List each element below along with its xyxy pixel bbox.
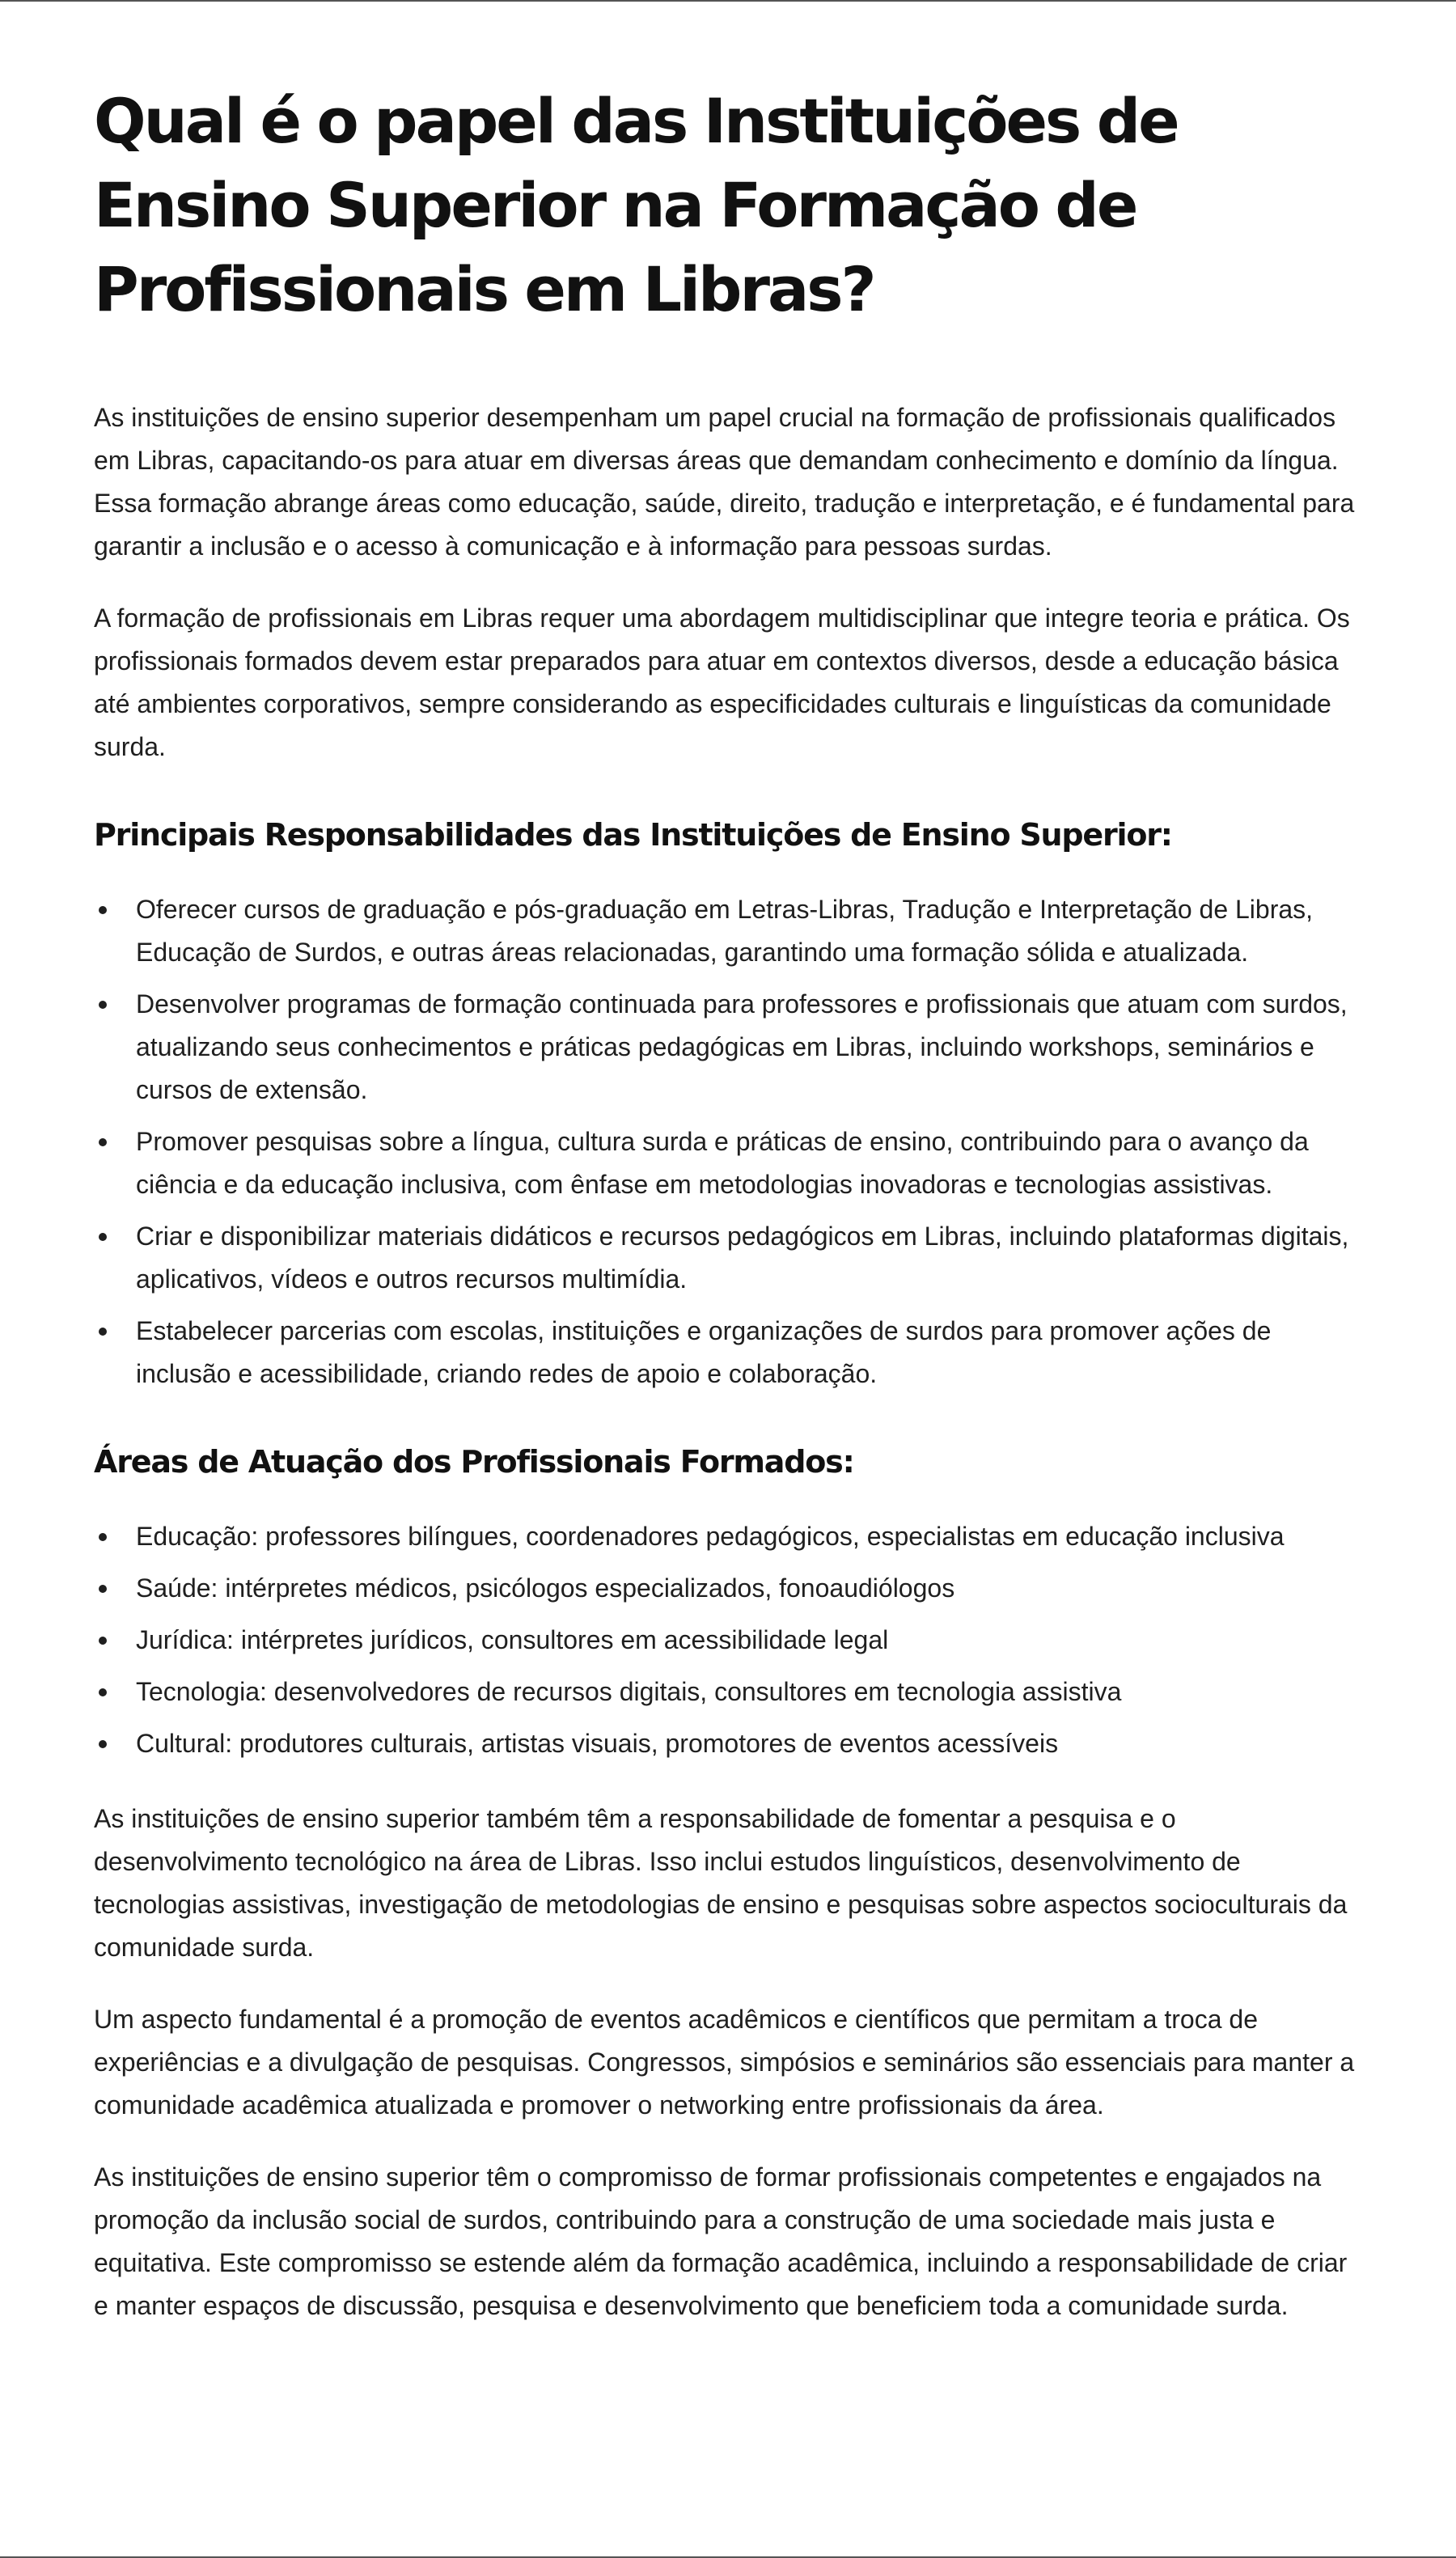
bullet-icon	[99, 1138, 107, 1146]
list-item-text: Tecnologia: desenvolvedores de recursos digitais, consultores em tecnologia assistiva	[136, 1677, 1122, 1706]
closing-paragraph-1: As instituições de ensino superior também têm a responsabilidade de fomentar a pesquisa e o desenvolvimento tecnológico na área de Libras. Isso inclui estudos linguísticos, desenvolvimento de tecnologias assistivas, investigação de metodologias de ensino e pesquisas sobre aspectos socioculturais da comunidade surda.	[94, 1804, 1348, 1962]
list-item	[94, 888, 1365, 974]
list-item-text: Saúde: intérpretes médicos, psicólogos especializados, fonoaudiólogos	[136, 1573, 955, 1603]
list-item	[94, 983, 1365, 1112]
list-item-text: Desenvolver programas de formação continuada para professores e profissionais que atuam com surdos, atualizando seus conhecimentos e práticas pedagógicas em Libras, incluindo workshops, seminários e cursos de extensão.	[136, 989, 1348, 1104]
list-item	[94, 1671, 1365, 1713]
intro-paragraph-1: As instituições de ensino superior desempenham um papel crucial na formação de profissionais qualificados em Libras, capacitando-os para atuar em diversas áreas que demandam conhecimento e domínio da língua. Essa formação abrange áreas como educação, saúde, direito, tradução e interpretação, e é fundamental para garantir a inclusão e o acesso à comunicação e à informação para pessoas surdas.	[94, 403, 1355, 561]
list-item-text: Promover pesquisas sobre a língua, cultura surda e práticas de ensino, contribuindo para o avanço da ciência e da educação inclusiva, com ênfase em metodologias inovadoras e tecnologias assistivas.	[136, 1127, 1309, 1199]
list-item-text: Criar e disponibilizar materiais didáticos e recursos pedagógicos em Libras, incluindo plataformas digitais, aplicativos, vídeos e outros recursos multimídia.	[136, 1222, 1349, 1294]
closing-paragraph-3: As instituições de ensino superior têm o compromisso de formar profissionais competentes e engajados na promoção da inclusão social de surdos, contribuindo para a construção de uma sociedade mais justa e equitativa. Este compromisso se estende além da formação acadêmica, incluindo a responsabilidade de criar e manter espaços de discussão, pesquisa e desenvolvimento que beneficiem toda a comunidade surda.	[94, 2162, 1348, 2320]
areas-list	[94, 1515, 1365, 1765]
page-title: Qual é o papel das Instituições de Ensino Superior na Formação de Profissionais em Libras?	[94, 85, 1178, 325]
intro-paragraph-2: A formação de profissionais em Libras requer uma abordagem multidisciplinar que integre teoria e prática. Os profissionais formados devem estar preparados para atuar em contextos diversos, desde a educação básica até ambientes corporativos, sempre considerando as especificidades culturais e linguísticas da comunidade surda.	[94, 604, 1350, 761]
bullet-icon	[99, 1740, 107, 1748]
list-item-text: Educação: professores bilíngues, coordenadores pedagógicos, especialistas em educação inclusiva	[136, 1522, 1285, 1551]
list-item	[94, 1310, 1365, 1395]
bullet-icon	[99, 1533, 107, 1541]
list-item-text: Oferecer cursos de graduação e pós-graduação em Letras-Libras, Tradução e Interpretação de Libras, Educação de Surdos, e outras áreas relacionadas, garantindo uma formação sólida e atualizada.	[136, 895, 1314, 967]
bullet-icon	[99, 1688, 107, 1696]
bullet-icon	[99, 906, 107, 914]
list-item	[94, 1619, 1365, 1662]
bullet-icon	[99, 1001, 107, 1009]
list-item-text: Cultural: produtores culturais, artistas visuais, promotores de eventos acessíveis	[136, 1729, 1059, 1758]
list-item	[94, 1567, 1365, 1610]
responsibilities-heading: Principais Responsabilidades das Instituições de Ensino Superior:	[94, 817, 1172, 853]
bullet-icon	[99, 1637, 107, 1645]
list-item	[94, 1120, 1365, 1206]
areas-heading: Áreas de Atuação dos Profissionais Formados:	[94, 1444, 854, 1480]
list-item-text: Estabelecer parcerias com escolas, instituições e organizações de surdos para promover ações de inclusão e acessibilidade, criando redes de apoio e colaboração.	[136, 1316, 1272, 1388]
bullet-icon	[99, 1233, 107, 1241]
bullet-icon	[99, 1328, 107, 1336]
list-item-text: Jurídica: intérpretes jurídicos, consultores em acessibilidade legal	[136, 1625, 889, 1654]
responsibilities-list	[94, 888, 1365, 1395]
closing-paragraph-2: Um aspecto fundamental é a promoção de eventos acadêmicos e científicos que permitam a troca de experiências e a divulgação de pesquisas. Congressos, simpósios e seminários são essenciais para manter a comunidade acadêmica atualizada e promover o networking entre profissionais da área.	[94, 2005, 1355, 2120]
bullet-icon	[99, 1585, 107, 1593]
list-item	[94, 1215, 1365, 1301]
article	[94, 79, 1365, 2357]
list-item	[94, 1515, 1365, 1558]
list-item	[94, 1722, 1365, 1765]
